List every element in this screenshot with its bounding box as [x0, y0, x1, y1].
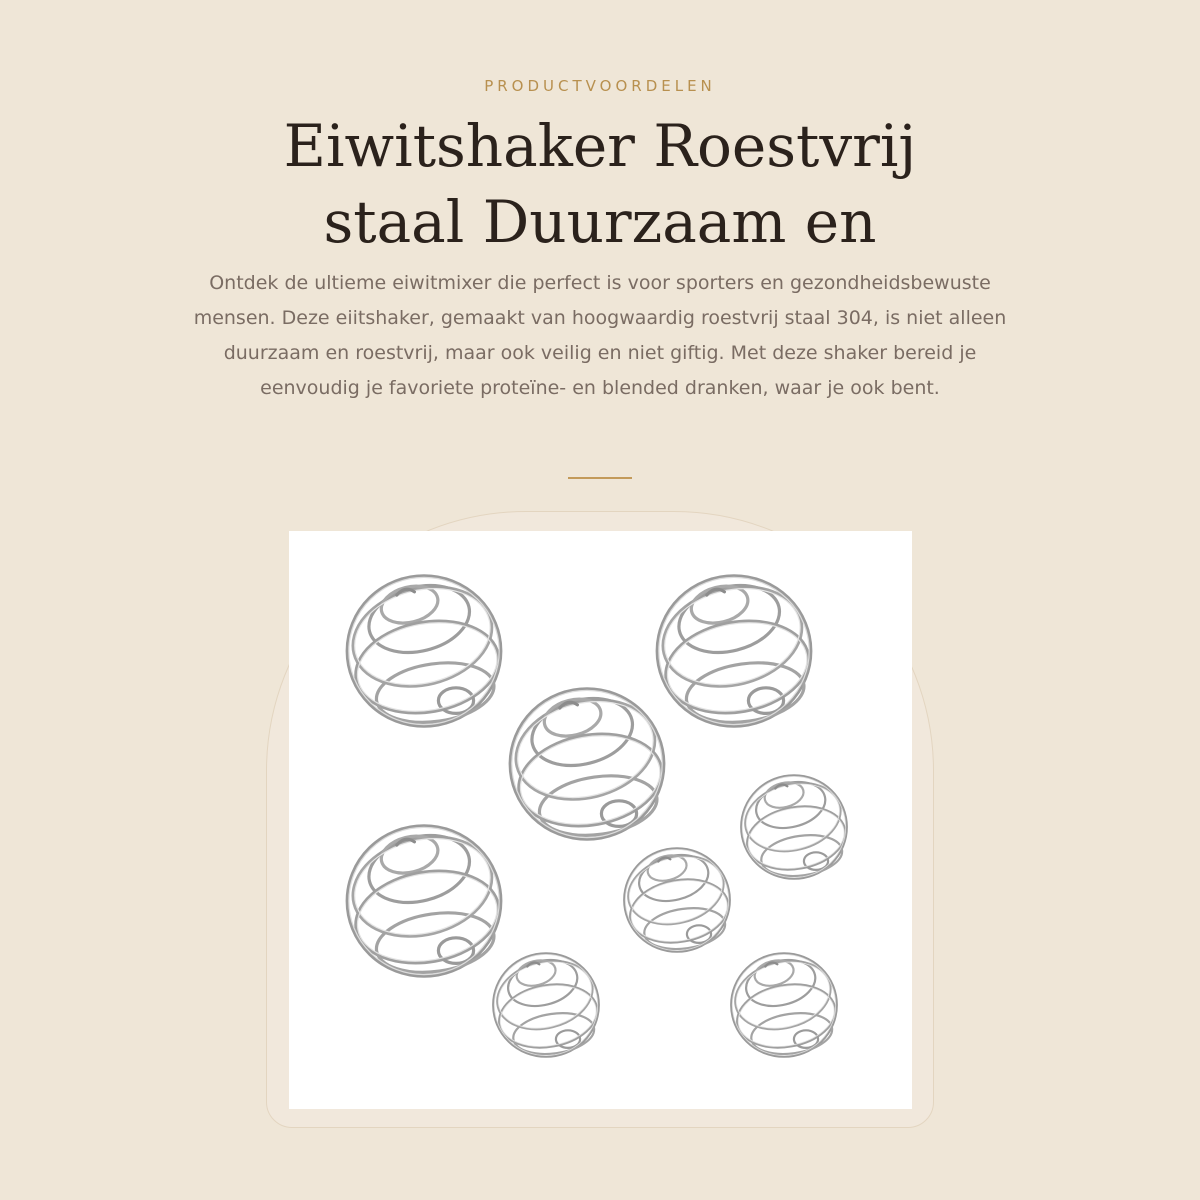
- section-title: [0, 108, 1200, 260]
- section-title-line-1: Eiwitshaker Roestvrij: [283, 112, 917, 180]
- whisk-ball-1: [342, 573, 505, 729]
- product-image: [289, 531, 912, 1109]
- whisk-ball-4: [738, 773, 850, 881]
- whisk-ball-5: [342, 823, 505, 979]
- whisk-ball-3: [505, 686, 668, 842]
- section-divider: [568, 477, 632, 479]
- whisk-balls-illustration: [289, 531, 912, 1109]
- section-description: Ontdek de ultieme eiwitmixer die perfect is voor sporters en gezondheidsbewuste mensen. Deze eiitshaker, gemaakt van hoogwaardig roestvrij staal 304, is niet alleen duurzaam en roestvrij, maar ook veilig en niet giftig. Met deze shaker bereid je eenvoudig je favoriete proteïne- en blended dranken, waar je ook bent.: [193, 272, 1007, 399]
- whisk-ball-6: [621, 846, 733, 954]
- section-title-line-2: staal Duurzaam en: [323, 188, 877, 256]
- whisk-ball-8: [728, 951, 840, 1059]
- whisk-ball-2: [652, 573, 815, 729]
- whisk-ball-7: [490, 951, 602, 1059]
- section-eyebrow: PRODUCTVOORDELEN: [484, 77, 716, 95]
